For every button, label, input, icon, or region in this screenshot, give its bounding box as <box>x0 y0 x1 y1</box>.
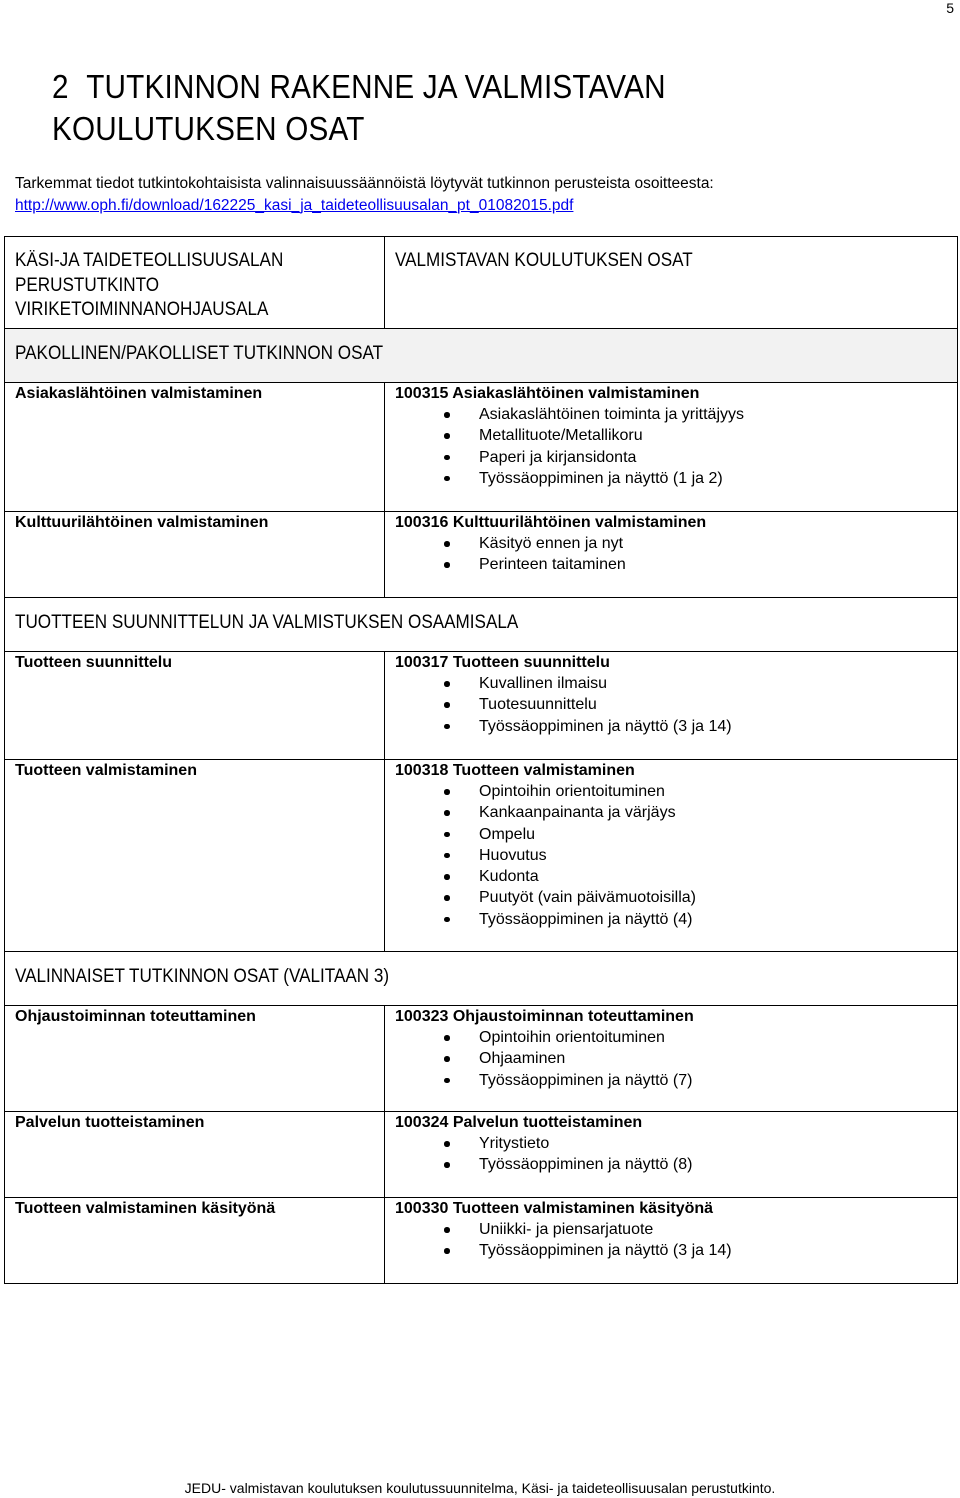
bullet-icon <box>444 541 450 547</box>
page-title <box>52 66 826 150</box>
section-title: VALINNAISET TUTKINNON OSAT (VALITAAN 3) <box>15 966 390 987</box>
list-item-text: Työssäoppiminen ja näyttö (3 ja 14) <box>479 1242 732 1260</box>
module-title: 100315 Asiakaslähtöinen valmistaminen <box>395 385 700 402</box>
module-title: 100323 Ohjaustoiminnan toteuttaminen <box>395 1008 694 1025</box>
module-items <box>395 404 947 489</box>
bullet-icon <box>444 1056 450 1062</box>
heading-number: 2 <box>52 68 69 105</box>
bullet-icon <box>444 681 450 687</box>
list-item <box>395 802 947 823</box>
module-items <box>395 1027 947 1091</box>
module-items <box>395 673 947 737</box>
list-item-text: Huovutus <box>479 846 547 864</box>
list-item-text: Työssäoppiminen ja näyttö (8) <box>479 1156 693 1174</box>
section-title-cell <box>5 952 958 1006</box>
bullet-icon <box>444 832 450 838</box>
bullet-icon <box>444 789 450 795</box>
header-left-line: PERUSTUTKINTO <box>15 274 160 296</box>
bullet-icon <box>444 724 450 730</box>
list-item-text: Kankaanpainanta ja värjäys <box>479 804 676 822</box>
part-name: Tuotteen valmistaminen <box>15 762 197 779</box>
list-item-text: Tuotesuunnittelu <box>479 696 597 714</box>
list-item-text: Asiakaslähtöinen toiminta ja yrittäjyys <box>479 406 745 423</box>
module-cell <box>385 1198 958 1284</box>
intro-text: Tarkemmat tiedot tutkintokohtaisista valinnaisuussäännöistä löytyvät tutkinnon perusteista osoitteesta: <box>15 175 714 192</box>
structure-table <box>4 236 958 1284</box>
list-item <box>395 909 947 930</box>
list-item <box>395 1048 947 1069</box>
table-row <box>5 1198 958 1284</box>
bullet-icon <box>444 810 450 816</box>
header-right-text: VALMISTAVAN KOULUTUKSEN OSAT <box>395 250 693 271</box>
module-cell <box>385 383 958 512</box>
bullet-icon <box>444 702 450 708</box>
module-title: 100330 Tuotteen valmistaminen käsityönä <box>395 1200 714 1217</box>
bullet-icon <box>444 1141 450 1147</box>
bullet-icon <box>444 874 450 880</box>
module-cell <box>385 1006 958 1112</box>
part-name-cell <box>5 760 385 952</box>
bullet-icon <box>444 895 450 901</box>
intro-paragraph <box>15 173 714 217</box>
module-title: 100317 Tuotteen suunnittelu <box>395 654 610 671</box>
module-title: 100324 Palvelun tuotteistaminen <box>395 1114 643 1131</box>
section-title-cell <box>5 598 958 652</box>
table-header-row <box>5 237 958 329</box>
list-item-text: Työssäoppiminen ja näyttö (7) <box>479 1071 693 1089</box>
list-item <box>395 824 947 845</box>
header-right-cell <box>385 237 958 329</box>
bullet-icon <box>444 853 450 859</box>
bullet-icon <box>444 476 450 482</box>
table-row <box>5 383 958 512</box>
list-item <box>395 425 947 446</box>
header-left-line: VIRIKETOIMINNANOHJAUSALA <box>15 299 269 320</box>
list-item <box>395 673 947 694</box>
list-item <box>395 1219 947 1240</box>
list-item <box>395 1240 947 1261</box>
bullet-icon <box>444 412 450 418</box>
list-item <box>395 845 947 866</box>
list-item <box>395 1133 947 1154</box>
part-name: Asiakaslähtöinen valmistaminen <box>15 385 263 402</box>
list-item <box>395 866 947 887</box>
header-left-cell <box>5 237 385 329</box>
list-item <box>395 404 947 425</box>
part-name: Palvelun tuotteistaminen <box>15 1114 205 1131</box>
module-cell <box>385 1112 958 1198</box>
part-name: Kulttuurilähtöinen valmistaminen <box>15 514 269 531</box>
part-name-cell <box>5 1006 385 1112</box>
list-item <box>395 716 947 737</box>
bullet-icon <box>444 1078 450 1084</box>
bullet-icon <box>444 1227 450 1233</box>
module-cell <box>385 652 958 760</box>
list-item <box>395 1027 947 1048</box>
list-item <box>395 1070 947 1091</box>
heading-text: TUTKINNON RAKENNE JA VALMISTAVAN KOULUTUKSEN OSAT <box>52 68 666 147</box>
bullet-icon <box>444 562 450 568</box>
list-item-text: Työssäoppiminen ja näyttö (4) <box>479 910 693 928</box>
list-item-text: Perinteen taitaminen <box>479 556 626 574</box>
list-item-text: Puutyöt (vain päivämuotoisilla) <box>479 889 696 907</box>
bullet-icon <box>444 455 450 461</box>
list-item <box>395 694 947 715</box>
list-item-text: Paperi ja kirjansidonta <box>479 448 637 466</box>
list-item-text: Opintoihin orientoituminen <box>479 783 665 800</box>
list-item <box>395 887 947 908</box>
table-row <box>5 652 958 760</box>
list-item-text: Ohjaaminen <box>479 1050 566 1068</box>
list-item <box>395 554 947 575</box>
table-row <box>5 760 958 952</box>
table-row <box>5 1112 958 1198</box>
part-name-cell <box>5 1112 385 1198</box>
list-item <box>395 781 947 802</box>
list-item-text: Kudonta <box>479 868 539 886</box>
part-name-cell <box>5 512 385 598</box>
list-item <box>395 1154 947 1175</box>
part-name-cell <box>5 652 385 760</box>
list-item-text: Uniikki- ja piensarjatuote <box>479 1221 654 1238</box>
part-name-cell <box>5 1198 385 1284</box>
list-item-text: Opintoihin orientoituminen <box>479 1029 665 1046</box>
table-row <box>5 1006 958 1112</box>
part-name: Ohjaustoiminnan toteuttaminen <box>15 1008 256 1025</box>
list-item <box>395 468 947 489</box>
list-item-text: Työssäoppiminen ja näyttö (1 ja 2) <box>479 469 723 487</box>
bullet-icon <box>444 433 450 439</box>
list-item <box>395 447 947 468</box>
list-item-text: Kuvallinen ilmaisu <box>479 675 608 692</box>
module-title: 100316 Kulttuurilähtöinen valmistaminen <box>395 514 707 531</box>
list-item-text: Työssäoppiminen ja näyttö (3 ja 14) <box>479 717 732 735</box>
part-name: Tuotteen suunnittelu <box>15 654 173 671</box>
bullet-icon <box>444 917 450 923</box>
module-items <box>395 533 947 576</box>
module-items <box>395 1219 947 1262</box>
list-item-text: Metallituote/Metallikoru <box>479 427 643 445</box>
part-name-cell <box>5 383 385 512</box>
header-left-line: KÄSI-JA TAIDETEOLLISUUSALAN <box>15 250 284 271</box>
list-item <box>395 533 947 554</box>
section-title: TUOTTEEN SUUNNITTELUN JA VALMISTUKSEN OSAAMISALA <box>15 612 519 633</box>
page-footer: JEDU- valmistavan koulutuksen koulutussuunnitelma, Käsi- ja taideteollisuusalan perustutkinto. <box>184 1480 776 1496</box>
part-name: Tuotteen valmistaminen käsityönä <box>15 1200 276 1217</box>
module-cell <box>385 512 958 598</box>
list-item-text: Yritystieto <box>479 1135 550 1152</box>
module-title: 100318 Tuotteen valmistaminen <box>395 762 635 779</box>
section-title-cell <box>5 329 958 383</box>
bullet-icon <box>444 1162 450 1168</box>
page-number: 5 <box>946 0 954 16</box>
section-title: PAKOLLINEN/PAKOLLISET TUTKINNON OSAT <box>15 343 384 364</box>
bullet-icon <box>444 1248 450 1254</box>
list-item-text: Ompelu <box>479 825 536 843</box>
module-items <box>395 781 947 930</box>
section-row <box>5 329 958 383</box>
module-cell <box>385 760 958 952</box>
section-row <box>5 598 958 652</box>
intro-link[interactable]: http://www.oph.fi/download/162225_kasi_ja_taideteollisuusalan_pt_01082015.pdf <box>15 197 574 214</box>
table-row <box>5 512 958 598</box>
bullet-icon <box>444 1035 450 1041</box>
list-item-text: Käsityö ennen ja nyt <box>479 535 624 552</box>
module-items <box>395 1133 947 1176</box>
section-row <box>5 952 958 1006</box>
